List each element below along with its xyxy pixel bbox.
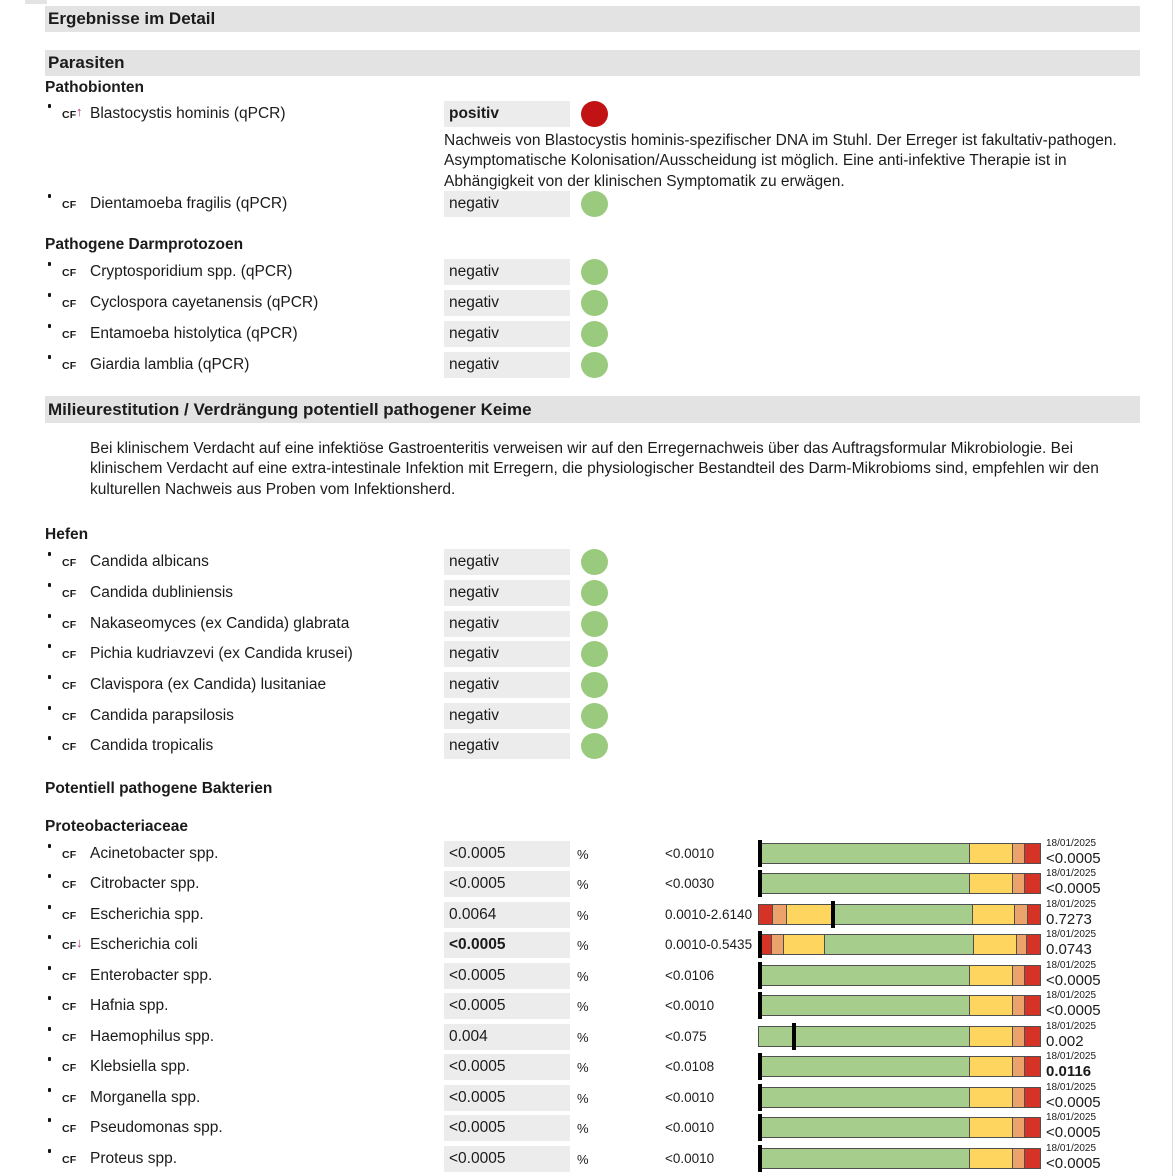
- sample-date: 18/01/2025: [1046, 990, 1097, 1001]
- measurement-marker-icon: [758, 1053, 762, 1080]
- analyte-name: Citrobacter spp.: [90, 875, 200, 892]
- bar-segment-red: [1024, 1088, 1040, 1107]
- test-row-candida-dubliniensis: [45, 580, 1176, 606]
- test-row-pichia: [45, 641, 1176, 667]
- previous-result: [1046, 930, 1096, 957]
- cf-flag: CF: [62, 1123, 77, 1135]
- footnote-marker-icon: [48, 706, 51, 710]
- test-row-klebsiella: [45, 1051, 1176, 1080]
- cf-flag: CF: [62, 267, 77, 279]
- result-value: negativ: [444, 733, 570, 759]
- sample-date: 18/01/2025: [1046, 1143, 1097, 1154]
- reference-range: <0.0030: [665, 876, 715, 891]
- footnote-marker-icon: [48, 104, 51, 108]
- previous-value: 0.002: [1046, 1033, 1084, 1050]
- footnote-marker-icon: [48, 262, 51, 266]
- result-comment: Nachweis von Blastocystis hominis-spezifischer DNA im Stuhl. Der Erreger ist fakultativ-pathogen. Asymptomatische Kolonisation/Ausscheidung ist möglich. Eine anti-infektive Therapie ist in Abhängigkeit von der klinischen Symptomatik zu erwägen.: [444, 132, 1117, 190]
- test-row-candida-parapsilosis: [45, 703, 1176, 729]
- test-row-nakaseomyces: [45, 611, 1176, 637]
- reference-range: <0.0010: [665, 1090, 715, 1105]
- status-indicator: [581, 352, 608, 378]
- unit-label: %: [577, 1152, 589, 1167]
- bar-segment-yellow: [969, 1118, 1012, 1137]
- status-indicator: [581, 611, 608, 637]
- unit-label: %: [577, 999, 589, 1014]
- previous-value: <0.0005: [1046, 1124, 1101, 1141]
- analyte-name: Dientamoeba fragilis (qPCR): [90, 195, 288, 212]
- bar-segment-orange: [1012, 1057, 1024, 1076]
- section-bar-parasiten: [45, 50, 1140, 76]
- bar-segment-orange: [771, 935, 783, 954]
- abundance-bar: [758, 1056, 1041, 1077]
- test-row-cryptosporidium: [45, 259, 1176, 285]
- bar-segment-red: [1024, 1118, 1040, 1137]
- cf-flag: CF: [62, 849, 77, 861]
- abundance-bar: [758, 965, 1041, 986]
- abundance-bar: [758, 1148, 1041, 1169]
- sample-date: 18/01/2025: [1046, 1082, 1097, 1093]
- measurement-marker-icon: [758, 992, 762, 1019]
- result-value: <0.0005: [444, 963, 570, 989]
- measurement-marker-icon: [758, 962, 762, 989]
- sample-date: 18/01/2025: [1046, 868, 1097, 879]
- status-indicator: [581, 290, 608, 316]
- bar-segment-orange: [1012, 966, 1024, 985]
- abundance-bar: [758, 904, 1041, 925]
- measurement-marker-icon: [758, 931, 762, 958]
- bar-segment-orange: [1012, 1149, 1024, 1168]
- bar-segment-green: [759, 1149, 969, 1168]
- bar-segment-yellow: [972, 905, 1014, 924]
- cf-flag: CF: [62, 109, 77, 121]
- sample-date: 18/01/2025: [1046, 899, 1097, 910]
- test-row-enterobacter: [45, 960, 1176, 989]
- measurement-marker-icon: [758, 1084, 762, 1111]
- result-value: negativ: [444, 641, 570, 667]
- analyte-name: Hafnia spp.: [90, 997, 169, 1014]
- bar-segment-orange: [1012, 996, 1024, 1015]
- footnote-marker-icon: [48, 293, 51, 297]
- footnote-marker-icon: [48, 583, 51, 587]
- previous-result: [1046, 869, 1101, 896]
- abundance-bar: [758, 995, 1041, 1016]
- analyte-name: Proteus spp.: [90, 1150, 178, 1167]
- test-row-morganella: [45, 1082, 1176, 1111]
- section-bar-milieurestitution: [45, 396, 1140, 423]
- bar-segment-red: [1024, 1027, 1040, 1046]
- result-value: negativ: [444, 321, 570, 347]
- bar-segment-yellow: [969, 1027, 1012, 1046]
- test-row-citrobacter: [45, 868, 1176, 897]
- bar-segment-green: [759, 844, 969, 863]
- test-row-hafnia: [45, 990, 1176, 1019]
- bar-segment-green: [759, 1118, 969, 1137]
- abundance-bar: [758, 934, 1041, 955]
- analyte-name: Clavispora (ex Candida) lusitaniae: [90, 676, 327, 693]
- sample-date: 18/01/2025: [1046, 1021, 1097, 1032]
- reference-range: <0.0010: [665, 1120, 715, 1135]
- previous-result: [1046, 1113, 1101, 1140]
- analyte-name: Escherichia coli: [90, 936, 198, 953]
- analyte-name: Pseudomonas spp.: [90, 1119, 223, 1136]
- result-value: negativ: [444, 672, 570, 698]
- result-value: 0.0064: [444, 902, 570, 928]
- bar-segment-yellow: [786, 905, 832, 924]
- subheading-proteobacteriaceae: Proteobacteriaceae: [45, 818, 189, 835]
- footnote-marker-icon: [48, 844, 51, 848]
- footnote-marker-icon: [48, 614, 51, 618]
- bar-segment-green: [759, 1027, 969, 1046]
- footnote-marker-icon: [48, 1027, 51, 1031]
- bar-segment-green: [759, 996, 969, 1015]
- cf-flag: CF: [62, 879, 77, 891]
- reference-range: <0.0108: [665, 1059, 715, 1074]
- status-indicator: [581, 321, 608, 347]
- unit-label: %: [577, 908, 589, 923]
- footnote-marker-icon: [48, 1088, 51, 1092]
- test-row-dientamoeba: [45, 191, 1176, 217]
- bar-segment-red: [1026, 935, 1040, 954]
- analyte-name: Candida albicans: [90, 553, 209, 570]
- subheading-hefen: Hefen: [45, 526, 89, 543]
- analyte-name: Morganella spp.: [90, 1089, 201, 1106]
- bar-segment-green: [759, 874, 969, 893]
- subheading-pathobionten: Pathobionten: [45, 79, 145, 96]
- analyte-name: Cyclospora cayetanensis (qPCR): [90, 294, 319, 311]
- previous-value: <0.0005: [1046, 972, 1101, 989]
- status-indicator: [581, 549, 608, 575]
- test-row-acinetobacter: [45, 838, 1176, 867]
- sample-date: 18/01/2025: [1046, 1051, 1097, 1062]
- bar-segment-orange: [1012, 844, 1024, 863]
- bar-segment-red: [1024, 874, 1040, 893]
- result-value: <0.0005: [444, 871, 570, 897]
- result-value: negativ: [444, 549, 570, 575]
- test-row-pseudomonas: [45, 1112, 1176, 1141]
- measurement-marker-icon: [792, 1023, 796, 1050]
- bar-segment-green: [832, 905, 972, 924]
- cf-flag: CF: [62, 1062, 77, 1074]
- test-row-candida-tropicalis: [45, 733, 1176, 759]
- previous-result: [1046, 1022, 1096, 1049]
- analyte-name: Enterobacter spp.: [90, 967, 213, 984]
- status-indicator: [581, 641, 608, 667]
- bar-segment-orange: [1012, 874, 1024, 893]
- cf-flag: CF: [62, 588, 77, 600]
- cf-flag: CF: [62, 1032, 77, 1044]
- result-value: <0.0005: [444, 841, 570, 867]
- cf-flag: CF: [62, 1093, 77, 1105]
- cf-flag: CF: [62, 199, 77, 211]
- cf-flag: CF: [62, 971, 77, 983]
- previous-value: 0.7273: [1046, 911, 1092, 928]
- bar-segment-yellow: [973, 935, 1016, 954]
- analyte-name: Klebsiella spp.: [90, 1058, 190, 1075]
- unit-label: %: [577, 969, 589, 984]
- unit-label: %: [577, 1121, 589, 1136]
- previous-result: [1046, 839, 1101, 866]
- result-value: <0.0005: [444, 993, 570, 1019]
- unit-label: %: [577, 1030, 589, 1045]
- bar-segment-red: [759, 905, 772, 924]
- status-indicator: [581, 101, 608, 127]
- footnote-marker-icon: [48, 355, 51, 359]
- reference-range: <0.075: [665, 1029, 707, 1044]
- page-title: Ergebnisse im Detail: [48, 9, 216, 28]
- bar-segment-orange: [772, 905, 786, 924]
- unit-label: %: [577, 938, 589, 953]
- test-row-escherichia-spp: [45, 899, 1176, 928]
- footnote-marker-icon: [48, 552, 51, 556]
- cf-flag: CF: [62, 1154, 77, 1166]
- result-value: <0.0005: [444, 1146, 570, 1172]
- bar-segment-red: [1024, 996, 1040, 1015]
- cf-flag: CF: [62, 329, 77, 341]
- previous-value: <0.0005: [1046, 850, 1101, 867]
- previous-value: <0.0005: [1046, 1155, 1101, 1172]
- previous-result: [1046, 1144, 1101, 1171]
- cf-flag: CF: [62, 910, 77, 922]
- bar-segment-orange: [1016, 935, 1026, 954]
- page-edge-artifact: [25, 0, 47, 4]
- bar-segment-yellow: [969, 1057, 1012, 1076]
- bar-segment-yellow: [969, 874, 1012, 893]
- bar-segment-red: [1024, 966, 1040, 985]
- bar-segment-red: [1027, 905, 1040, 924]
- section-note: Bei klinischem Verdacht auf eine infektiöse Gastroenteritis verweisen wir auf den Erregernachweis über das Auftragsformular Mikrobiologie. Bei klinischem Verdacht auf eine extra-intestinale Infektion mit Erregern, die physiologischer Bestandteil des Darm-Mikrobioms sind, empfehlen wir den kulturellen Nachweis aus Proben vom Infektionsherd.: [90, 440, 1099, 498]
- footnote-marker-icon: [48, 935, 51, 939]
- measurement-marker-icon: [831, 901, 835, 928]
- bar-segment-green: [759, 1057, 969, 1076]
- previous-value: <0.0005: [1046, 1002, 1101, 1019]
- abundance-bar: [758, 1026, 1041, 1047]
- unit-label: %: [577, 877, 589, 892]
- status-indicator: [581, 580, 608, 606]
- test-row-blastocystis: [45, 101, 1176, 127]
- bar-segment-red: [1024, 844, 1040, 863]
- bar-segment-red: [1024, 1057, 1040, 1076]
- footnote-marker-icon: [48, 194, 51, 198]
- analyte-name: Candida dubliniensis: [90, 584, 234, 601]
- bar-segment-yellow: [969, 1088, 1012, 1107]
- cf-flag: CF: [62, 649, 77, 661]
- footnote-marker-icon: [48, 905, 51, 909]
- result-value: negativ: [444, 703, 570, 729]
- status-indicator: [581, 672, 608, 698]
- bar-segment-orange: [1012, 1027, 1024, 1046]
- analyte-name: Candida parapsilosis: [90, 707, 234, 724]
- bar-segment-yellow: [969, 966, 1012, 985]
- previous-value: 0.0116: [1046, 1063, 1092, 1080]
- analyte-name: Blastocystis hominis (qPCR): [90, 105, 286, 122]
- cf-flag: CF: [62, 1001, 77, 1013]
- bar-segment-green: [759, 1088, 969, 1107]
- previous-value: <0.0005: [1046, 880, 1101, 897]
- status-indicator: [581, 191, 608, 217]
- subheading-darmprotozoen: Pathogene Darmprotozoen: [45, 236, 244, 253]
- result-value: <0.0005: [444, 1085, 570, 1111]
- section-title: Parasiten: [48, 53, 125, 72]
- footnote-marker-icon: [48, 1118, 51, 1122]
- unit-label: %: [577, 847, 589, 862]
- test-row-giardia: [45, 352, 1176, 378]
- analyte-name: Acinetobacter spp.: [90, 845, 219, 862]
- reference-range: 0.0010-0.5435: [665, 937, 753, 952]
- previous-result: [1046, 961, 1101, 988]
- result-value: <0.0005: [444, 1054, 570, 1080]
- measurement-marker-icon: [758, 1145, 762, 1172]
- sample-date: 18/01/2025: [1046, 1112, 1097, 1123]
- unit-label: %: [577, 1091, 589, 1106]
- analyte-name: Nakaseomyces (ex Candida) glabrata: [90, 615, 350, 632]
- test-row-proteus: [45, 1143, 1176, 1172]
- result-value: negativ: [444, 611, 570, 637]
- reference-range: <0.0010: [665, 846, 715, 861]
- previous-result: [1046, 1083, 1101, 1110]
- footnote-marker-icon: [48, 996, 51, 1000]
- test-row-cyclospora: [45, 290, 1176, 316]
- analyte-name: Cryptosporidium spp. (qPCR): [90, 263, 293, 280]
- cf-flag: CF: [62, 298, 77, 310]
- cf-flag: CF: [62, 360, 77, 372]
- status-indicator: [581, 703, 608, 729]
- test-row-candida-albicans: [45, 549, 1176, 575]
- bar-segment-orange: [1012, 1118, 1024, 1137]
- cf-flag: CF: [62, 557, 77, 569]
- measurement-marker-icon: [758, 1114, 762, 1141]
- result-value: negativ: [444, 191, 570, 217]
- status-indicator: [581, 733, 608, 759]
- bar-segment-red: [1024, 1149, 1040, 1168]
- result-value: positiv: [444, 101, 570, 127]
- result-value: <0.0005: [444, 932, 570, 958]
- sample-date: 18/01/2025: [1046, 929, 1097, 940]
- test-row-haemophilus: [45, 1021, 1176, 1050]
- previous-result: [1046, 1052, 1096, 1079]
- cf-flag: CF: [62, 711, 77, 723]
- result-value: negativ: [444, 580, 570, 606]
- bar-segment-yellow: [969, 1149, 1012, 1168]
- test-row-clavispora: [45, 672, 1176, 698]
- test-row-escherichia-coli: [45, 929, 1176, 958]
- trend-up-icon: ↑: [76, 104, 83, 119]
- bar-segment-yellow: [783, 935, 824, 954]
- bar-segment-yellow: [969, 844, 1012, 863]
- section-title: Milieurestitution / Verdrängung potentiell pathogener Keime: [48, 400, 532, 419]
- footnote-marker-icon: [48, 1057, 51, 1061]
- reference-range: <0.0010: [665, 998, 715, 1013]
- reference-range: <0.0106: [665, 968, 715, 983]
- abundance-bar: [758, 1117, 1041, 1138]
- bar-segment-yellow: [969, 996, 1012, 1015]
- previous-result: [1046, 991, 1101, 1018]
- result-value: negativ: [444, 352, 570, 378]
- test-row-entamoeba: [45, 321, 1176, 347]
- reference-range: 0.0010-2.6140: [665, 907, 753, 922]
- result-value: negativ: [444, 259, 570, 285]
- previous-result: [1046, 900, 1096, 927]
- analyte-name: Pichia kudriavzevi (ex Candida krusei): [90, 645, 353, 662]
- footnote-marker-icon: [48, 736, 51, 740]
- reference-range: <0.0010: [665, 1151, 715, 1166]
- subheading-pathogene-bakterien: Potentiell pathogene Bakterien: [45, 780, 273, 797]
- analyte-name: Candida tropicalis: [90, 737, 214, 754]
- footnote-marker-icon: [48, 644, 51, 648]
- bar-segment-orange: [1012, 1088, 1024, 1107]
- analyte-name: Escherichia spp.: [90, 906, 204, 923]
- previous-value: <0.0005: [1046, 1094, 1101, 1111]
- cf-flag: CF: [62, 741, 77, 753]
- unit-label: %: [577, 1060, 589, 1075]
- footnote-marker-icon: [48, 874, 51, 878]
- result-value: <0.0005: [444, 1115, 570, 1141]
- abundance-bar: [758, 873, 1041, 894]
- footnote-marker-icon: [48, 966, 51, 970]
- trend-down-icon: ↓: [76, 935, 83, 950]
- section-bar-ergebnisse: [45, 6, 1140, 32]
- measurement-marker-icon: [758, 870, 762, 897]
- bar-segment-green: [759, 966, 969, 985]
- analyte-name: Entamoeba histolytica (qPCR): [90, 325, 298, 342]
- sample-date: 18/01/2025: [1046, 838, 1097, 849]
- abundance-bar: [758, 1087, 1041, 1108]
- footnote-marker-icon: [48, 324, 51, 328]
- status-indicator: [581, 259, 608, 285]
- bar-segment-green: [824, 935, 974, 954]
- analyte-name: Haemophilus spp.: [90, 1028, 215, 1045]
- footnote-marker-icon: [48, 675, 51, 679]
- bar-segment-orange: [1014, 905, 1027, 924]
- measurement-marker-icon: [758, 840, 762, 867]
- abundance-bar: [758, 843, 1041, 864]
- cf-flag: CF: [62, 940, 77, 952]
- sample-date: 18/01/2025: [1046, 960, 1097, 971]
- result-value: negativ: [444, 290, 570, 316]
- cf-flag: CF: [62, 680, 77, 692]
- result-value: 0.004: [444, 1024, 570, 1050]
- analyte-name: Giardia lamblia (qPCR): [90, 356, 250, 373]
- cf-flag: CF: [62, 619, 77, 631]
- footnote-marker-icon: [48, 1149, 51, 1153]
- previous-value: 0.0743: [1046, 941, 1092, 958]
